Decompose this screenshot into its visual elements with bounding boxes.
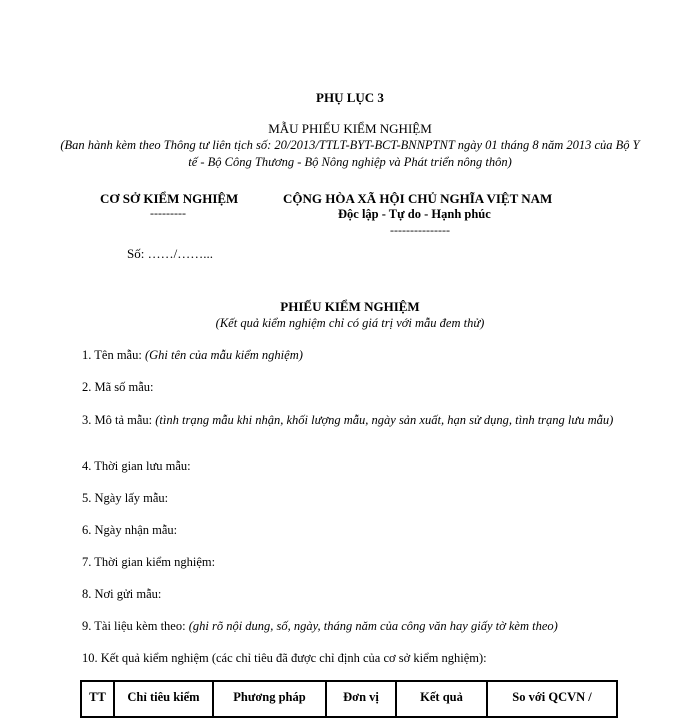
item-testing-time	[82, 555, 215, 570]
item-attachments	[82, 619, 558, 634]
item-label: 8. Nơi gửi mẫu:	[82, 587, 162, 601]
item-test-results	[82, 651, 487, 666]
item-sample-description	[82, 413, 617, 428]
item-label: 3. Mô tả mẫu:	[82, 413, 156, 427]
table-header-row	[81, 681, 617, 717]
main-title: PHIẾU KIỂM NGHIỆM	[280, 299, 420, 314]
item-sample-code	[82, 380, 154, 395]
item-label: 7. Thời gian kiểm nghiệm:	[82, 555, 216, 569]
motto-underline: ---------------	[390, 223, 450, 237]
item-storage-time	[82, 459, 191, 474]
item-note: (ghi rõ nội dung, số, ngày, tháng năm của công văn hay giấy tờ kèm theo)	[188, 619, 558, 633]
item-label: 2. Mã số mẫu:	[82, 380, 154, 394]
appendix-title: PHỤ LỤC 3	[316, 90, 384, 105]
item-label: 10. Kết quả kiểm nghiệm (các chỉ tiêu đã được chỉ định của cơ sở kiểm nghiệm):	[82, 651, 487, 665]
doc-number: Số: ……/……...	[127, 246, 213, 261]
item-receipt-date	[82, 523, 177, 538]
main-subtitle: (Kết quả kiểm nghiệm chỉ có giá trị với mẫu đem thử)	[215, 316, 485, 330]
header-method: Phương pháp	[213, 681, 326, 717]
org-name: CƠ SỞ KIỂM NGHIỆM	[100, 191, 239, 206]
header-unit: Đơn vị	[326, 681, 396, 717]
item-label: 9. Tài liệu kèm theo:	[82, 619, 189, 633]
motto: Độc lập - Tự do - Hạnh phúc	[338, 207, 491, 221]
item-sender	[82, 587, 161, 602]
org-underline: ---------	[150, 206, 186, 220]
header-compare-qcvn: So với QCVN /	[487, 681, 617, 717]
item-sampling-date	[82, 491, 168, 506]
item-sample-name	[82, 348, 303, 363]
item-label: 1. Tên mẫu:	[82, 348, 145, 362]
item-label: 6. Ngày nhận mẫu:	[82, 523, 178, 537]
country-name: CỘNG HÒA XÃ HỘI CHỦ NGHĨA VIỆT NAM	[283, 191, 553, 206]
header-tt: TT	[81, 681, 114, 717]
item-note: (tình trạng mẫu khi nhận, khối lượng mẫu, ngày sản xuất, hạn sử dụng, tình trạng lưu mẫu)	[155, 413, 614, 427]
header-criteria: Chỉ tiêu kiểm	[114, 681, 213, 717]
legal-basis: (Ban hành kèm theo Thông tư liên tịch số: 20/2013/TTLT-BYT-BCT-BNNPTNT ngày 01 tháng 8 năm 2013 của Bộ Y tế - Bộ Công Thương - Bộ Nông nghiệp và Phát triển nông thôn)	[60, 138, 640, 169]
results-table	[80, 680, 618, 718]
form-name: MẪU PHIẾU KIỂM NGHIỆM	[268, 121, 432, 136]
item-note: (Ghi tên của mẫu kiểm nghiệm)	[144, 348, 303, 362]
item-label: 5. Ngày lấy mẫu:	[82, 491, 169, 505]
header-result: Kết quả	[396, 681, 487, 717]
item-label: 4. Thời gian lưu mẫu:	[82, 459, 191, 473]
